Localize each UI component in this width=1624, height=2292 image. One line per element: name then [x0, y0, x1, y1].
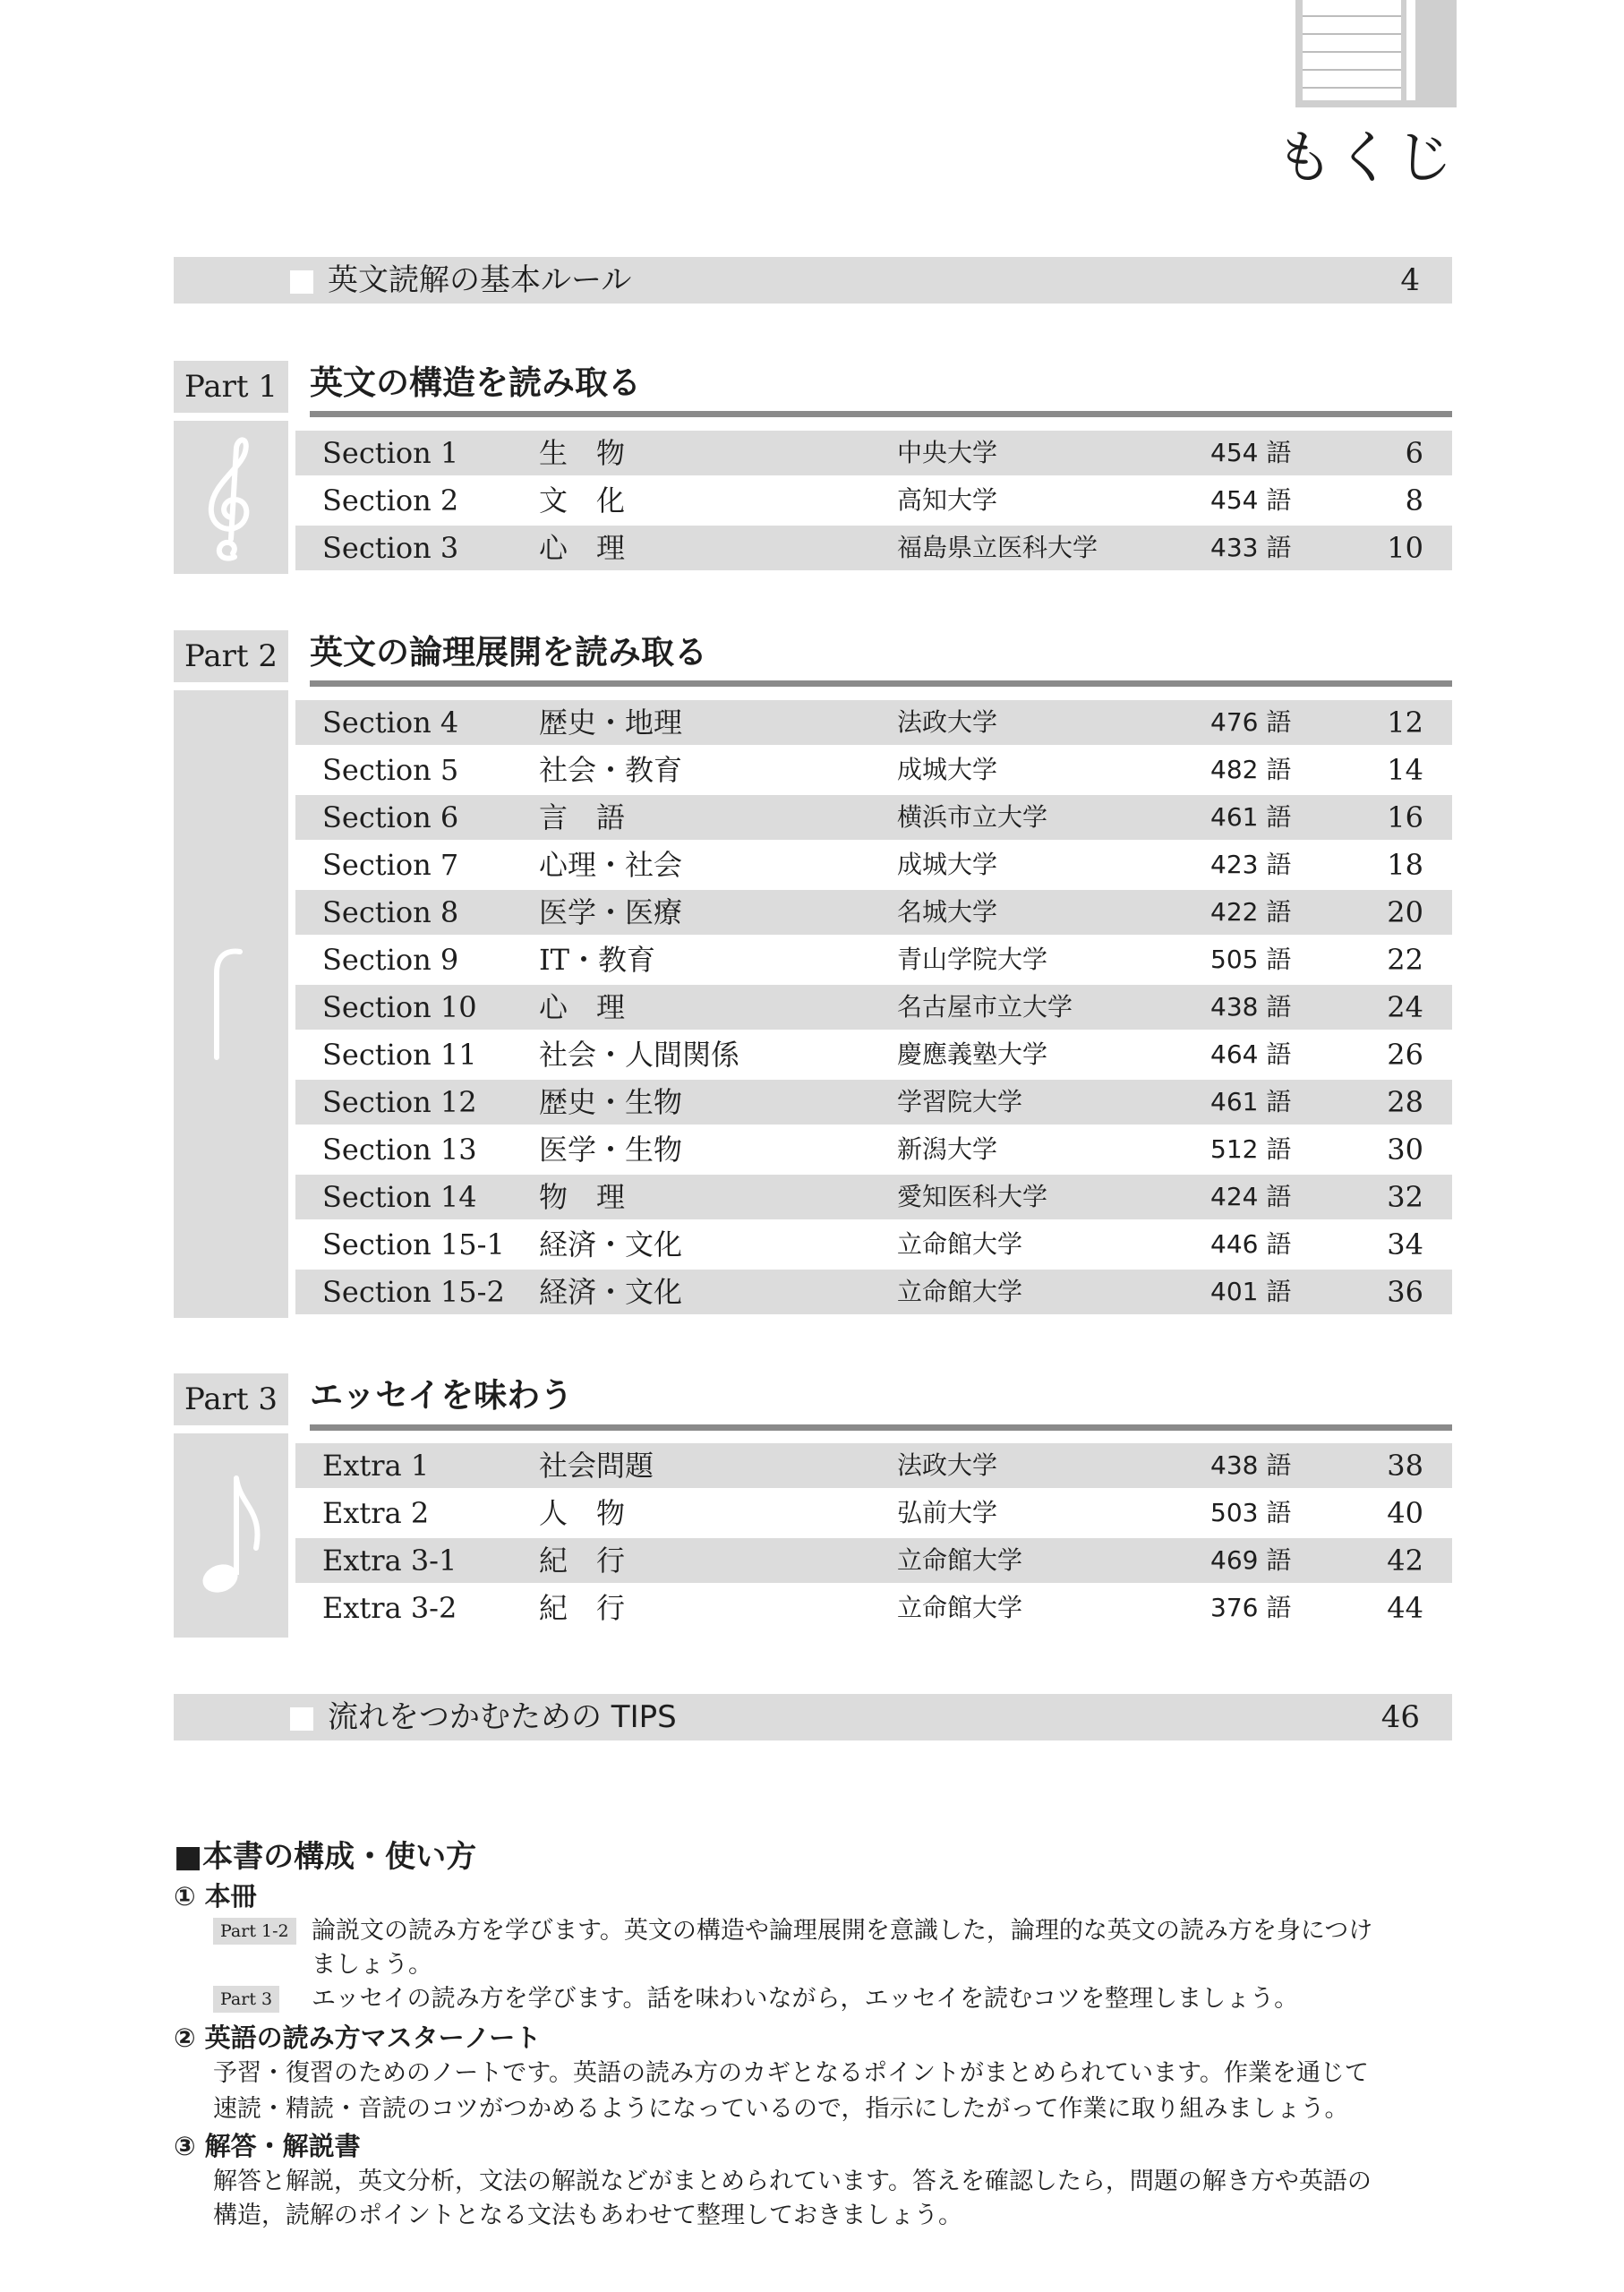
university-name: 青山学院大学 — [897, 945, 1048, 974]
university-name: 立命館大学 — [897, 1277, 1023, 1306]
word-count: 476 語 — [1210, 707, 1292, 737]
toc-row[interactable] — [295, 1222, 1452, 1267]
toc-row[interactable] — [295, 478, 1452, 523]
toc-row[interactable] — [295, 1127, 1452, 1172]
page-number: 30 — [1387, 1133, 1423, 1167]
word-count: 376 語 — [1210, 1593, 1292, 1622]
part-3-rule — [310, 1424, 1452, 1431]
page-number: 10 — [1387, 531, 1423, 565]
section-label: Section 15-2 — [322, 1275, 505, 1309]
page-number: 32 — [1387, 1180, 1423, 1214]
intro-bar[interactable] — [174, 257, 1452, 304]
part-3-label: Part 3 — [174, 1373, 288, 1425]
corner-decoration — [1295, 0, 1457, 107]
toc-row[interactable] — [295, 1032, 1452, 1077]
field-label: 歴史・地理 — [539, 706, 683, 740]
page-number: 42 — [1387, 1544, 1423, 1578]
page-number: 24 — [1387, 990, 1423, 1024]
section-label: Section 13 — [322, 1133, 477, 1167]
part-1-rule — [310, 411, 1452, 417]
university-name: 成城大学 — [897, 755, 998, 784]
usage-item-2-text: 予習・復習のためのノートです。英語の読み方のカギとなるポイントがまとめられています。作業を通じて — [213, 2059, 1369, 2087]
page-number: 40 — [1387, 1496, 1423, 1530]
usage-item-3-text: 解答と解説，英文分析，文法の解説などがまとめられています。答えを確認したら，問題の解き方や英語の — [213, 2168, 1372, 2195]
toc-row[interactable] — [295, 1175, 1452, 1219]
word-count: 438 語 — [1210, 1450, 1292, 1480]
section-label: Section 2 — [322, 483, 459, 517]
square-bullet-icon — [290, 1707, 313, 1731]
word-count: 503 語 — [1210, 1498, 1292, 1527]
toc-row[interactable] — [295, 526, 1452, 570]
half-note-icon — [204, 941, 258, 1066]
word-count: 461 語 — [1210, 802, 1292, 832]
field-label: 物 理 — [539, 1180, 626, 1214]
toc-row[interactable] — [295, 1586, 1452, 1630]
field-label: 文 化 — [539, 483, 626, 517]
tips-page: 46 — [1380, 1699, 1420, 1735]
eighth-note-icon — [197, 1469, 269, 1604]
toc-row[interactable] — [295, 431, 1452, 475]
section-label: Extra 3-1 — [322, 1544, 457, 1578]
university-name: 愛知医科大学 — [897, 1182, 1048, 1211]
word-count: 505 語 — [1210, 945, 1292, 974]
section-label: Section 14 — [322, 1180, 477, 1214]
word-count: 424 語 — [1210, 1182, 1292, 1211]
field-label: 心 理 — [539, 990, 626, 1024]
page-number: 20 — [1387, 895, 1423, 929]
word-count: 482 語 — [1210, 755, 1292, 784]
page-number: 8 — [1405, 483, 1423, 517]
section-label: Section 15-1 — [322, 1227, 505, 1261]
section-label: Section 5 — [322, 753, 459, 787]
field-label: 社会・教育 — [539, 753, 683, 787]
section-label: Extra 2 — [322, 1496, 430, 1530]
university-name: 立命館大学 — [897, 1545, 1023, 1575]
page-number: 34 — [1387, 1227, 1423, 1261]
toc-row[interactable] — [295, 748, 1452, 792]
field-label: 紀 行 — [539, 1591, 626, 1625]
usage-item-3-title: ③ 解答・解説書 — [174, 2131, 361, 2161]
usage-item-2-text: 速読・精読・音読のコツがつかめるようになっているので，指示にしたがって作業に取り組みましょう。 — [213, 2095, 1349, 2123]
word-count: 422 語 — [1210, 897, 1292, 927]
usage-heading: ■本書の構成・使い方 — [174, 1839, 477, 1875]
part-2-title: 英文の論理展開を読み取る — [310, 633, 707, 671]
field-label: 経済・文化 — [539, 1275, 683, 1309]
usage-item-1-text: エッセイの読み方を学びます。話を味わいながら，エッセイを読むコツを整理しましょう。 — [312, 1985, 1299, 2013]
toc-row[interactable] — [295, 890, 1452, 935]
part-2-label: Part 2 — [174, 630, 288, 682]
section-label: Section 8 — [322, 895, 459, 929]
tips-bar[interactable] — [174, 1694, 1452, 1740]
page-number: 26 — [1387, 1038, 1423, 1072]
page-title: もくじ — [1276, 125, 1456, 192]
section-label: Extra 1 — [322, 1449, 430, 1483]
part-badge: Part 3 — [213, 1986, 279, 2013]
section-label: Section 4 — [322, 706, 459, 740]
field-label: 心 理 — [539, 531, 626, 565]
part-1-title: 英文の構造を読み取る — [310, 363, 641, 402]
usage-item-2-title: ② 英語の読み方マスターノート — [174, 2023, 542, 2053]
word-count: 454 語 — [1210, 438, 1292, 467]
word-count: 469 語 — [1210, 1545, 1292, 1575]
toc-row[interactable] — [295, 795, 1452, 840]
usage-item-3-text: 構造，読解のポイントとなる文法もあわせて整理しておきましょう。 — [213, 2202, 962, 2229]
section-label: Section 6 — [322, 800, 459, 834]
field-label: 生 物 — [539, 436, 626, 470]
field-label: 人 物 — [539, 1496, 626, 1530]
page-number: 14 — [1387, 753, 1423, 787]
page-number: 44 — [1387, 1591, 1423, 1625]
page-number: 28 — [1387, 1085, 1423, 1119]
section-label: Section 9 — [322, 943, 459, 977]
university-name: 横浜市立大学 — [897, 802, 1048, 832]
field-label: 紀 行 — [539, 1544, 626, 1578]
university-name: 学習院大学 — [897, 1087, 1023, 1116]
toc-row[interactable] — [295, 1443, 1452, 1488]
section-label: Section 3 — [322, 531, 459, 565]
word-count: 464 語 — [1210, 1039, 1292, 1069]
part-1-label: Part 1 — [174, 361, 288, 413]
university-name: 福島県立医科大学 — [897, 533, 1098, 562]
university-name: 高知大学 — [897, 485, 998, 515]
word-count: 433 語 — [1210, 533, 1292, 562]
university-name: 成城大学 — [897, 850, 998, 879]
section-label: Section 7 — [322, 848, 459, 882]
section-label: Section 11 — [322, 1038, 477, 1072]
page-number: 18 — [1387, 848, 1423, 882]
section-label: Section 12 — [322, 1085, 477, 1119]
toc-row[interactable] — [295, 1080, 1452, 1125]
usage-item-1-text: ましょう。 — [312, 1951, 432, 1979]
word-count: 454 語 — [1210, 485, 1292, 515]
part-badge: Part 1-2 — [213, 1918, 296, 1945]
university-name: 慶應義塾大学 — [897, 1039, 1048, 1069]
toc-row[interactable] — [295, 1491, 1452, 1535]
university-name: 名古屋市立大学 — [897, 992, 1073, 1022]
field-label: 社会問題 — [539, 1449, 654, 1483]
intro-title: 英文読解の基本ルール — [328, 262, 632, 298]
university-name: 中央大学 — [897, 438, 998, 467]
section-label: Extra 3-2 — [322, 1591, 457, 1625]
usage-item-1-title: ① 本冊 — [174, 1881, 257, 1911]
part-3-title: エッセイを味わう — [310, 1376, 574, 1415]
page-number: 38 — [1387, 1449, 1423, 1483]
part-2-side-panel — [174, 690, 288, 1318]
field-label: 心理・社会 — [539, 848, 683, 882]
page-number: 36 — [1387, 1275, 1423, 1309]
field-label: 経済・文化 — [539, 1227, 683, 1261]
usage-item-1-text: 論説文の読み方を学びます。英文の構造や論理展開を意識した，論理的な英文の読み方を身につけ — [312, 1917, 1373, 1945]
field-label: 社会・人間関係 — [539, 1038, 740, 1072]
word-count: 512 語 — [1210, 1134, 1292, 1164]
toc-row[interactable] — [295, 937, 1452, 982]
word-count: 461 語 — [1210, 1087, 1292, 1116]
part-3-side-panel — [174, 1433, 288, 1638]
university-name: 立命館大学 — [897, 1229, 1023, 1259]
university-name: 弘前大学 — [897, 1498, 998, 1527]
toc-row[interactable] — [295, 700, 1452, 745]
university-name: 名城大学 — [897, 897, 998, 927]
university-name: 法政大学 — [897, 1450, 998, 1480]
word-count: 438 語 — [1210, 992, 1292, 1022]
page-number: 12 — [1387, 706, 1423, 740]
toc-row[interactable] — [295, 842, 1452, 887]
section-label: Section 1 — [322, 436, 459, 470]
university-name: 法政大学 — [897, 707, 998, 737]
word-count: 423 語 — [1210, 850, 1292, 879]
section-label: Section 10 — [322, 990, 477, 1024]
toc-row[interactable] — [295, 1538, 1452, 1583]
field-label: 医学・生物 — [539, 1133, 683, 1167]
word-count: 401 語 — [1210, 1277, 1292, 1306]
field-label: 歴史・生物 — [539, 1085, 683, 1119]
word-count: 446 語 — [1210, 1229, 1292, 1259]
part-2-rule — [310, 680, 1452, 687]
intro-page: 4 — [1400, 262, 1420, 298]
toc-row[interactable] — [295, 985, 1452, 1030]
field-label: 言 語 — [539, 800, 626, 834]
page-number: 22 — [1387, 943, 1423, 977]
field-label: 医学・医療 — [539, 895, 683, 929]
toc-row[interactable] — [295, 1270, 1452, 1314]
page-number: 16 — [1387, 800, 1423, 834]
treble-clef-icon — [195, 432, 267, 566]
square-bullet-icon — [290, 270, 313, 294]
page-number: 6 — [1405, 436, 1423, 470]
part-1-side-panel — [174, 421, 288, 574]
field-label: IT・教育 — [539, 943, 655, 977]
university-name: 新潟大学 — [897, 1134, 998, 1164]
university-name: 立命館大学 — [897, 1593, 1023, 1622]
tips-title: 流れをつかむための TIPS — [328, 1699, 677, 1735]
